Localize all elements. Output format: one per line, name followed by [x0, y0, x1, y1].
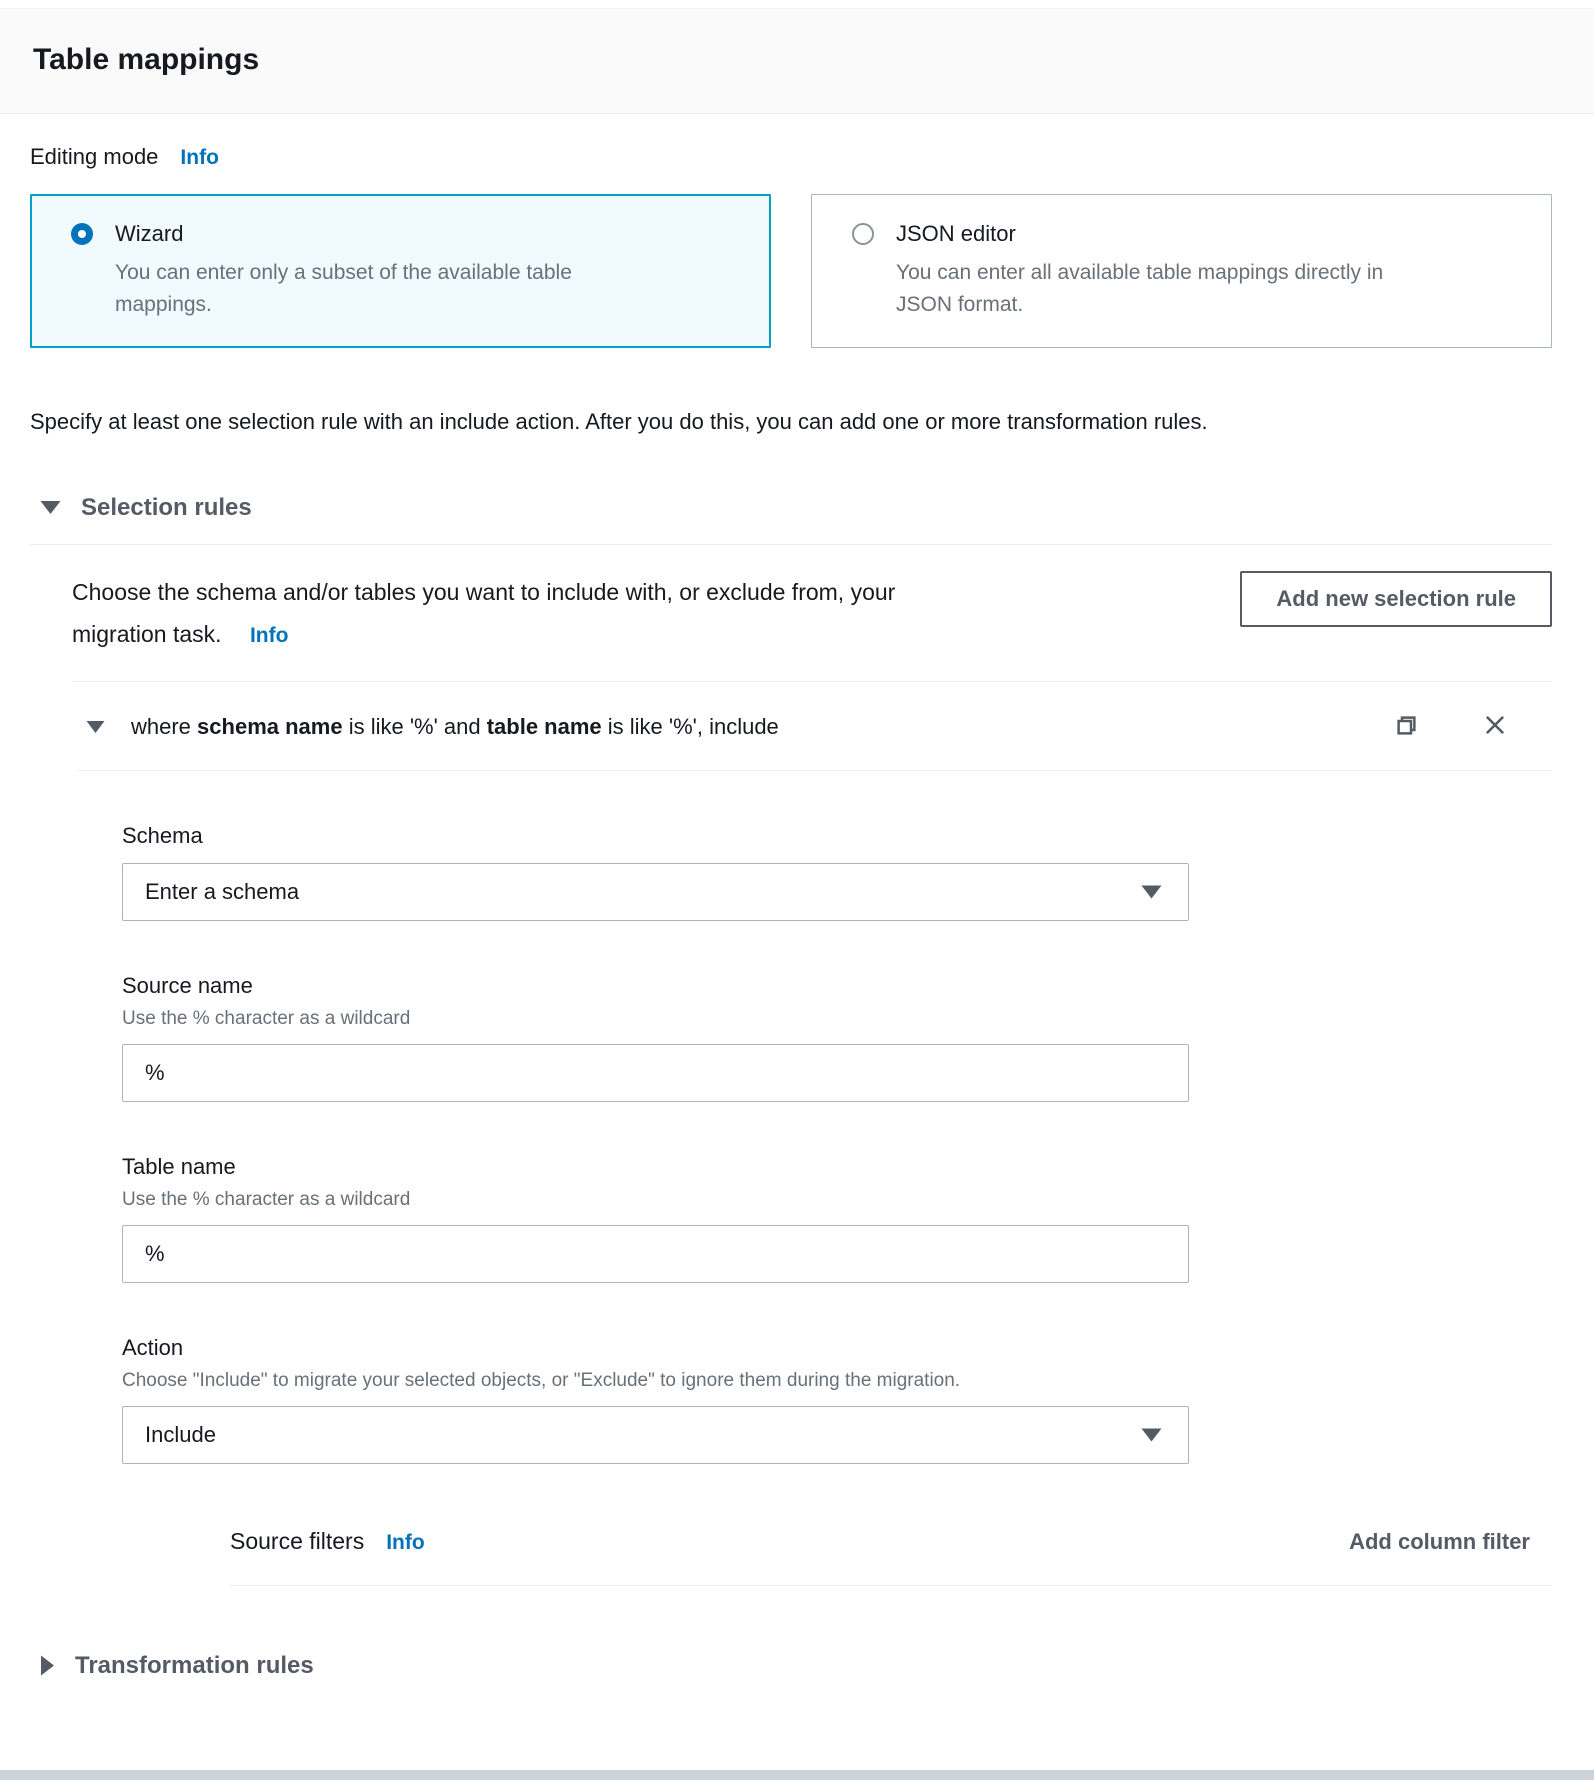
source-filters-left: [230, 1528, 425, 1555]
selection-rules-description: [72, 571, 982, 657]
table-name-label: Table name: [122, 1153, 236, 1179]
action-select-value: Include: [145, 1421, 216, 1447]
selection-rule-body: [122, 823, 1189, 1464]
schema-select[interactable]: [122, 863, 1189, 921]
divider: [30, 544, 1552, 545]
add-new-selection-rule-button[interactable]: Add new selection rule: [1240, 571, 1552, 627]
selection-rules-info-link[interactable]: Info: [249, 623, 289, 647]
divider: [72, 681, 1552, 682]
schema-select-value: Enter a schema: [145, 878, 300, 904]
source-filters-info-link[interactable]: Info: [386, 1530, 425, 1554]
intro-text: Specify at least one selection rule with an include action. After you do this, you can add one or more transformation rules.: [30, 408, 1208, 434]
table-name-input-value: %: [145, 1240, 165, 1266]
wizard-option-description: You can enter only a subset of the available table mappings.: [115, 261, 572, 316]
caret-down-icon: [1141, 879, 1162, 905]
json-editor-option-description: You can enter all available table mappings directly in JSON format.: [896, 261, 1384, 316]
json-editor-radio-row: [852, 221, 1521, 247]
json-editor-option-label: JSON editor: [896, 221, 1016, 246]
page-header: [0, 8, 1594, 114]
rule-summary-mid: is like '%' and: [342, 713, 487, 739]
rule-summary-table-field: table name: [486, 713, 602, 739]
top-gap: [0, 0, 1594, 8]
selection-rule-header[interactable]: [30, 712, 1552, 742]
selection-rules-header[interactable]: [30, 494, 1552, 522]
selection-rules-description-text: Choose the schema and/or tables you want to include with, or exclude from, your migration task.: [72, 578, 896, 647]
json-editor-radio-button[interactable]: [852, 223, 874, 245]
chevron-down-icon: [40, 500, 61, 515]
editing-mode-info-link[interactable]: Info: [180, 146, 219, 169]
editing-mode-label: Editing mode: [30, 144, 159, 169]
rule-summary-suffix: is like '%', include: [601, 713, 779, 739]
divider: [78, 770, 1552, 771]
page-title: Table mappings: [33, 43, 260, 76]
action-description: Choose "Include" to migrate your selected objects, or "Exclude" to ignore them during the migration.: [122, 1369, 961, 1391]
add-column-filter-button[interactable]: Add column filter: [1349, 1528, 1530, 1554]
action-select[interactable]: [122, 1406, 1189, 1464]
schema-label: Schema: [122, 822, 203, 848]
rule-summary-schema-field: schema name: [197, 713, 343, 739]
bottom-panel-edge: [0, 1770, 1594, 1780]
caret-down-icon: [1141, 1422, 1162, 1448]
selection-rule-summary: [131, 714, 779, 740]
chevron-down-icon: [86, 720, 105, 734]
copy-icon: [1393, 712, 1420, 742]
duplicate-rule-button[interactable]: [1393, 712, 1420, 742]
editing-mode-options: [30, 194, 1552, 348]
wizard-option-card[interactable]: [30, 194, 771, 348]
remove-rule-button[interactable]: [1482, 712, 1508, 741]
chevron-right-icon: [40, 1655, 55, 1676]
table-name-input[interactable]: [122, 1225, 1189, 1283]
source-filters-label: Source filters: [230, 1527, 365, 1554]
source-name-description: Use the % character as a wildcard: [122, 1007, 411, 1029]
wizard-option-label: Wizard: [115, 221, 184, 246]
content: [0, 114, 1594, 1680]
editing-mode-row: [30, 144, 1552, 170]
source-name-input-value: %: [145, 1059, 165, 1085]
action-label: Action: [122, 1334, 184, 1360]
source-filters-row: [230, 1528, 1552, 1555]
selection-rules-title: Selection rules: [81, 493, 252, 521]
source-name-label: Source name: [122, 972, 253, 998]
json-editor-option-card[interactable]: [811, 194, 1552, 348]
transformation-rules-header[interactable]: [30, 1652, 1552, 1680]
divider: [230, 1585, 1552, 1586]
rule-actions: [1393, 712, 1508, 742]
wizard-radio-button[interactable]: [71, 223, 93, 245]
source-name-input[interactable]: [122, 1044, 1189, 1102]
transformation-rules-title: Transformation rules: [75, 1651, 314, 1679]
wizard-radio-row: [71, 221, 740, 247]
rule-summary-prefix: where: [131, 713, 198, 739]
table-name-description: Use the % character as a wildcard: [122, 1188, 411, 1210]
selection-rules-description-row: [30, 571, 1552, 657]
close-icon: [1482, 712, 1508, 741]
